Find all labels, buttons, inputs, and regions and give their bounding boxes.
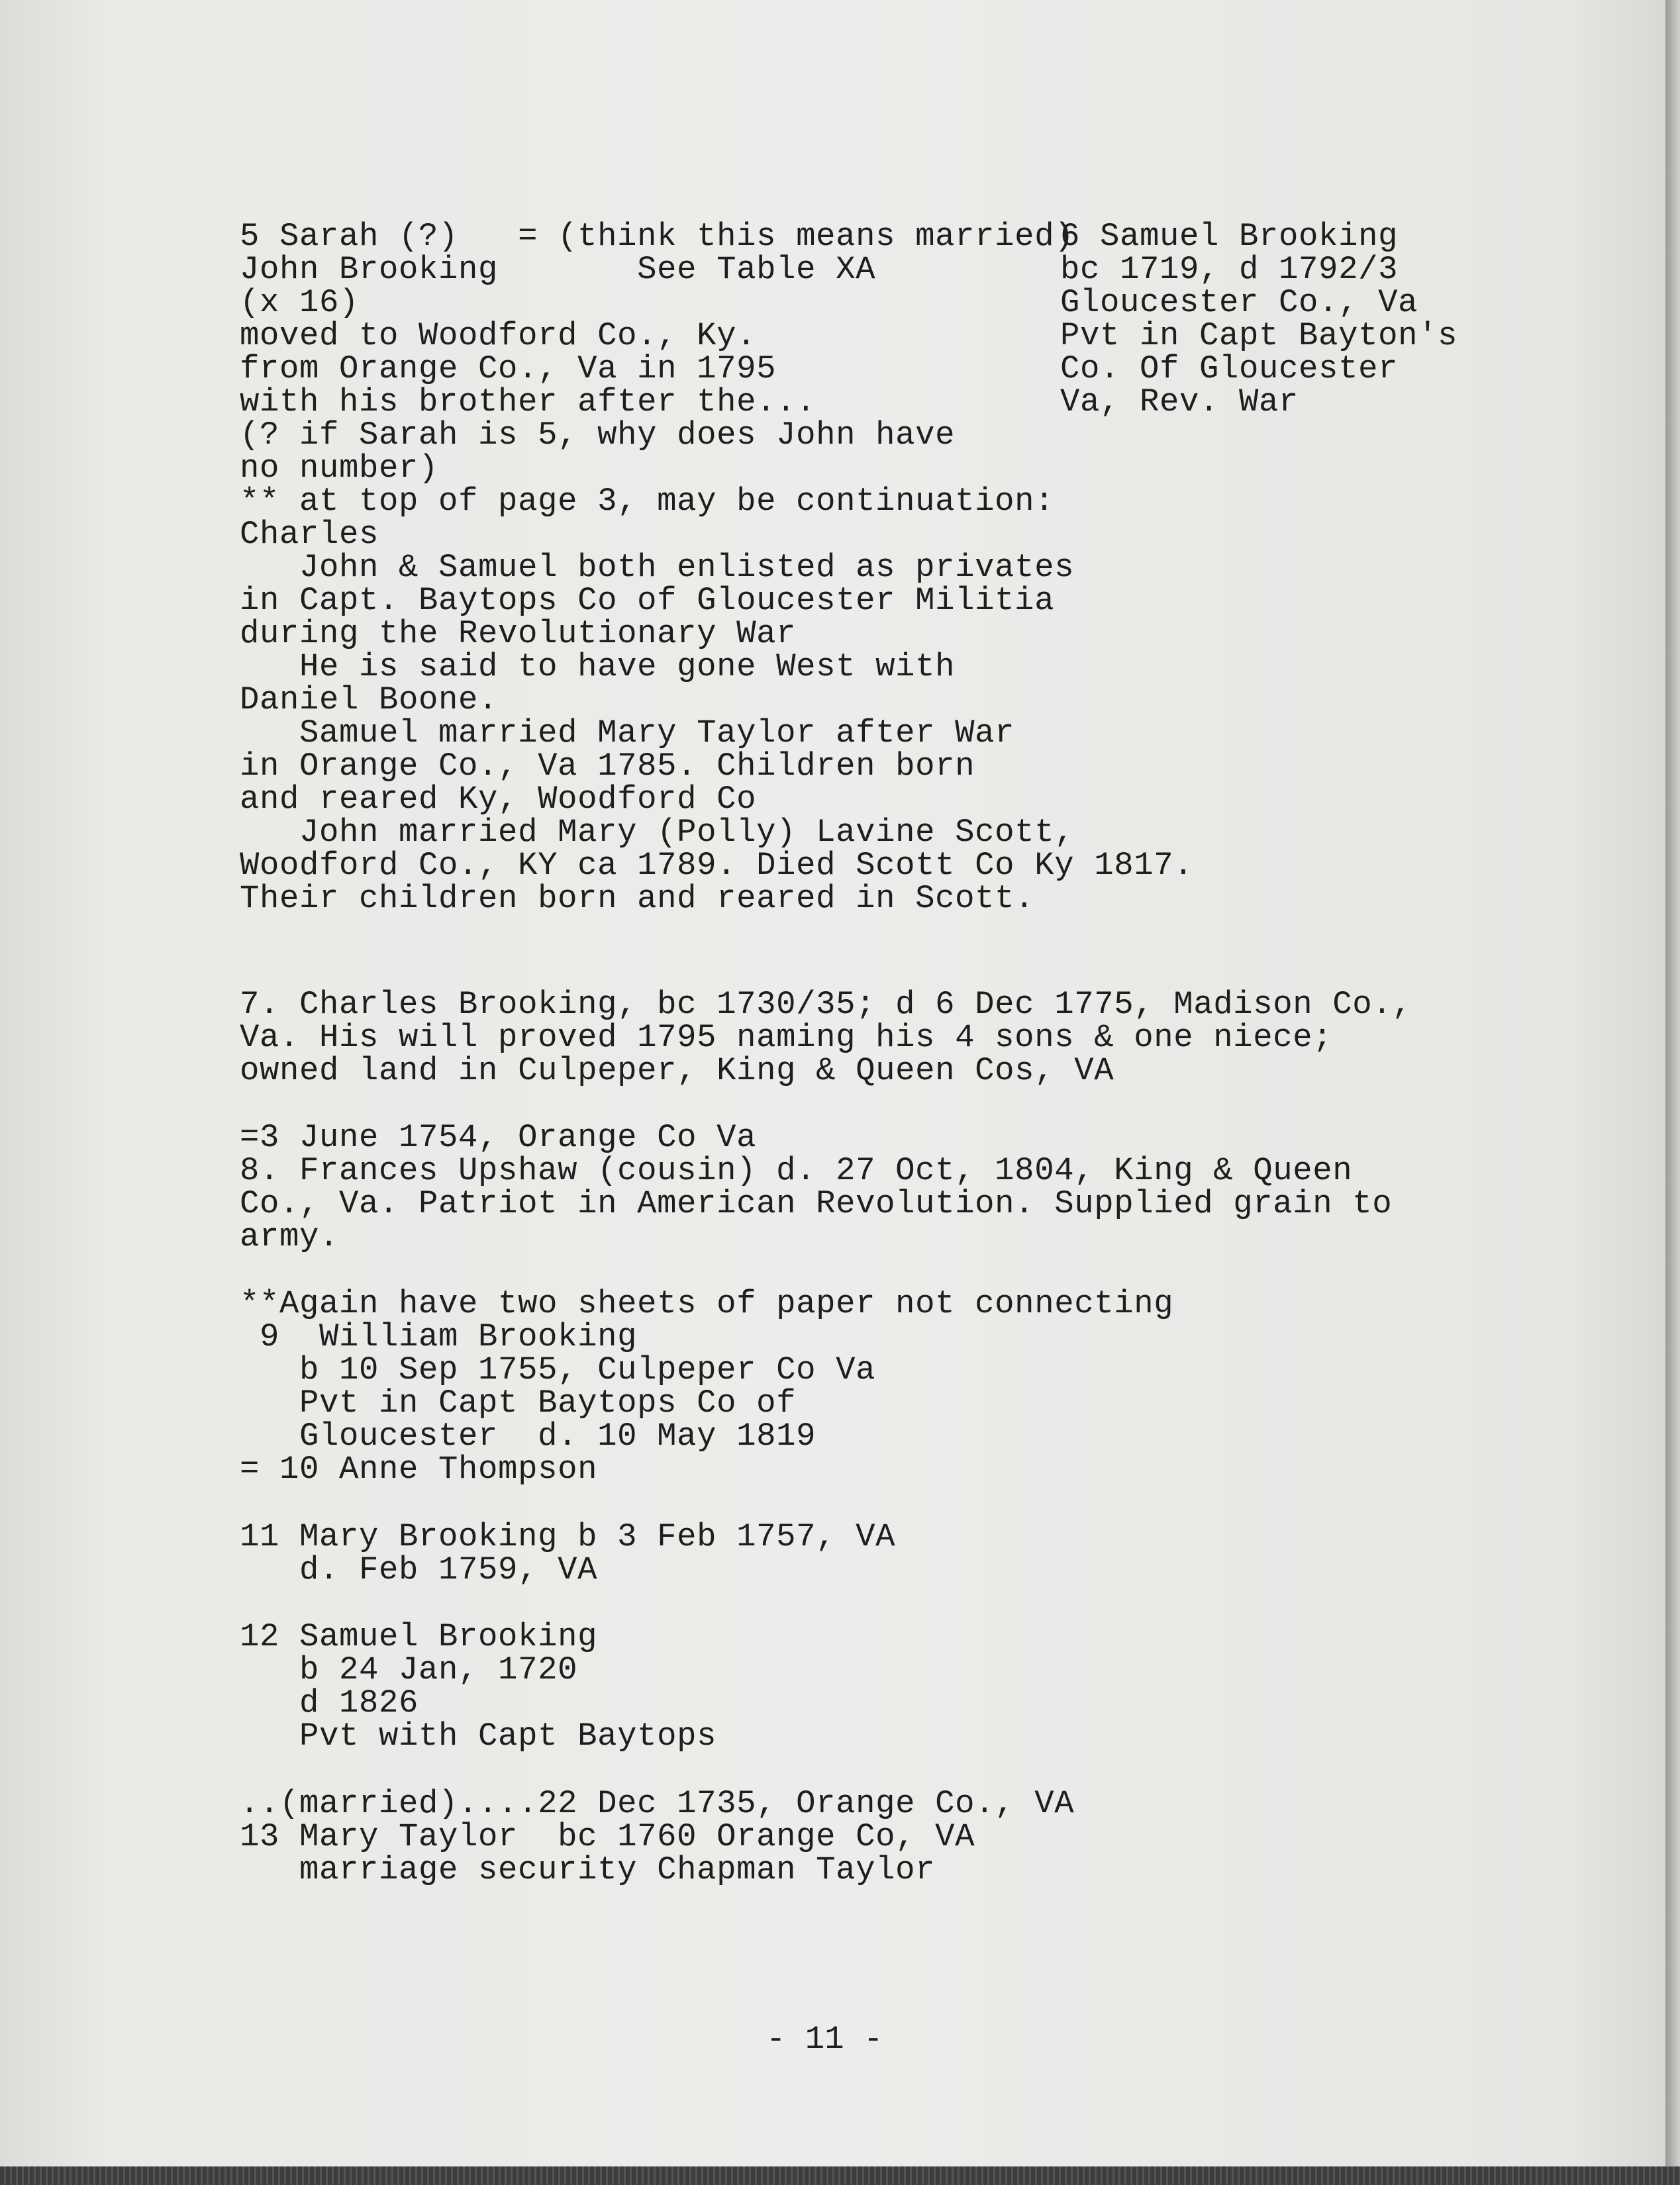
text-line: owned land in Culpeper, King & Queen Cos, VA	[240, 1052, 1114, 1089]
page-number: - 11 -	[766, 2021, 883, 2058]
text-line: John married Mary (Polly) Lavine Scott,	[240, 814, 1075, 851]
text-line: army.	[240, 1218, 340, 1255]
text-line: with his brother after the...	[240, 383, 816, 420]
text-line: Charles	[240, 516, 379, 553]
text-line: 5 Sarah (?) = (think this means married)	[240, 218, 1075, 255]
text-line: ** at top of page 3, may be continuation:	[240, 483, 1055, 520]
text-line: 8. Frances Upshaw (cousin) d. 27 Oct, 1804, King & Queen	[240, 1152, 1353, 1189]
text-line: Va, Rev. War	[1060, 383, 1299, 420]
text-line: Co. Of Gloucester	[1060, 350, 1399, 387]
text-line: John Brooking See Table XA	[240, 251, 876, 288]
text-line: in Orange Co., Va 1785. Children born	[240, 748, 975, 785]
text-line: Pvt in Capt Baytops Co of	[240, 1384, 797, 1422]
page-edge-shadow	[1665, 0, 1680, 2166]
text-line: during the Revolutionary War	[240, 615, 797, 652]
text-line: Samuel married Mary Taylor after War	[240, 714, 1015, 752]
text-line: = 10 Anne Thompson	[240, 1451, 598, 1488]
text-line: 12 Samuel Brooking	[240, 1618, 598, 1655]
text-line: Their children born and reared in Scott.	[240, 880, 1035, 917]
text-line: Va. His will proved 1795 naming his 4 sons & one niece;	[240, 1019, 1333, 1056]
text-line: Woodford Co., KY ca 1789. Died Scott Co Ky 1817.	[240, 847, 1194, 884]
text-line: 13 Mary Taylor bc 1760 Orange Co, VA	[240, 1818, 975, 1855]
text-line: d 1826	[240, 1684, 419, 1722]
text-line: b 24 Jan, 1720	[240, 1651, 578, 1688]
text-line: John & Samuel both enlisted as privates	[240, 549, 1075, 586]
text-line: Daniel Boone.	[240, 681, 499, 718]
text-line: moved to Woodford Co., Ky.	[240, 317, 757, 354]
binding-strip	[0, 2166, 1680, 2185]
text-line: (x 16)	[240, 284, 360, 321]
text-line: Co., Va. Patriot in American Revolution. Supplied grain to	[240, 1185, 1393, 1222]
text-line: Gloucester Co., Va	[1060, 284, 1418, 321]
text-line: from Orange Co., Va in 1795	[240, 350, 777, 387]
text-line: Pvt in Capt Bayton's	[1060, 317, 1458, 354]
text-line: 11 Mary Brooking b 3 Feb 1757, VA	[240, 1518, 896, 1555]
text-line: (? if Sarah is 5, why does John have	[240, 416, 956, 454]
text-line: no number)	[240, 450, 439, 487]
text-line: in Capt. Baytops Co of Gloucester Militia	[240, 582, 1055, 619]
text-line: **Again have two sheets of paper not connecting	[240, 1285, 1174, 1322]
text-line: 6 Samuel Brooking	[1060, 218, 1399, 255]
text-line: and reared Ky, Woodford Co	[240, 781, 757, 818]
text-line: ..(married)....22 Dec 1735, Orange Co., VA	[240, 1785, 1075, 1822]
text-line: 9 William Brooking	[240, 1318, 638, 1355]
text-line: He is said to have gone West with	[240, 648, 956, 685]
text-line: d. Feb 1759, VA	[240, 1551, 598, 1588]
text-line: =3 June 1754, Orange Co Va	[240, 1119, 757, 1156]
text-line: Pvt with Capt Baytops	[240, 1718, 717, 1755]
text-line: Gloucester d. 10 May 1819	[240, 1418, 816, 1455]
text-line: bc 1719, d 1792/3	[1060, 251, 1399, 288]
text-line: 7. Charles Brooking, bc 1730/35; d 6 Dec 1775, Madison Co.,	[240, 986, 1412, 1023]
text-line: b 10 Sep 1755, Culpeper Co Va	[240, 1351, 876, 1388]
text-line: marriage security Chapman Taylor	[240, 1851, 936, 1888]
